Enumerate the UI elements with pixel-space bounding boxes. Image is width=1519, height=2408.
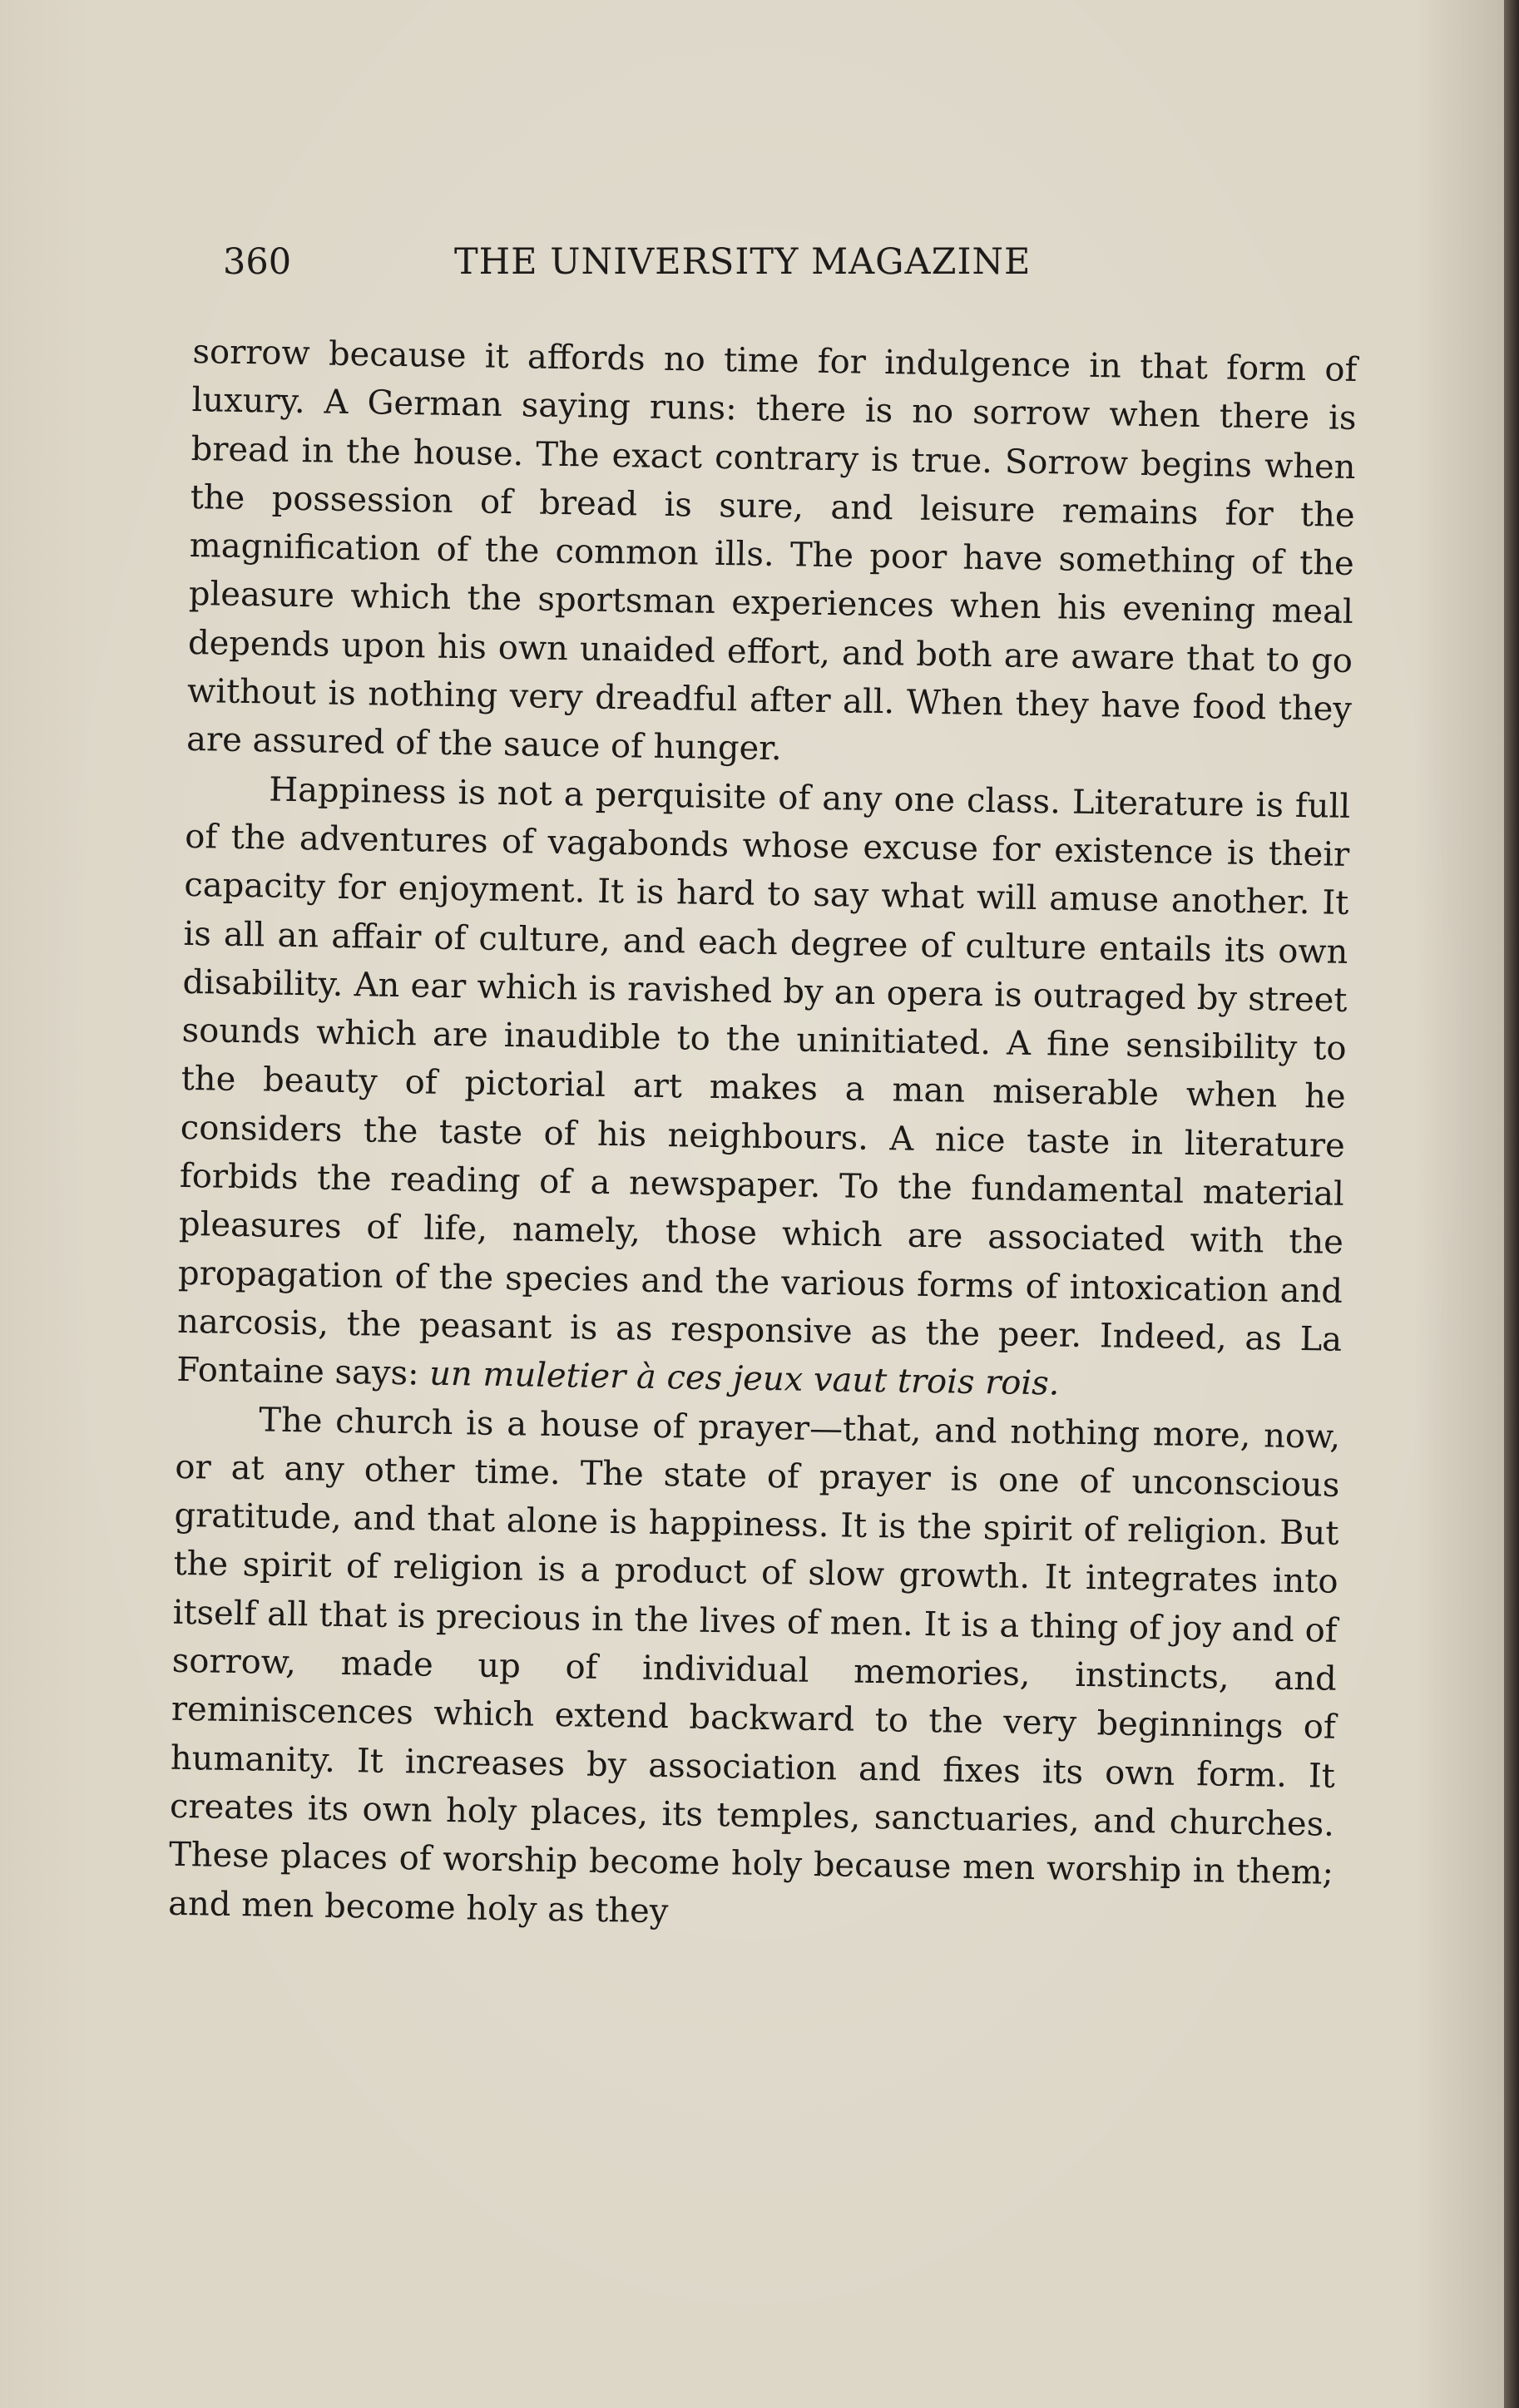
paragraph-1-text: sorrow because it affords no time for indulgence in that form of luxury. A German saying runs: there is no sorrow when there is bread in the house. The exact contrary is true. Sorrow begins when the possession of bread is sure, and leisure remains for the magnification of the common ills. The poor have something of the pleasure which the sportsman experiences when his evening meal depends upon his own unaided effort, and both are aware that to go without is nothing very dreadful after all. When they have food they are assured of the sauce of hunger. <box>186 332 1358 769</box>
paragraph-2-quotation: un muletier à ces jeux vaut trois rois. <box>428 1354 1060 1403</box>
page-header <box>223 241 1221 294</box>
paragraph-2-text: Happiness is not a perquisite of any one class. Literature is full of the adventures of vagabonds whose excuse for existence is their capacity for enjoyment. It is hard to say what will amuse another. It is all an affair of culture, and each degree of culture entails its own disability. An ear which is ravished by an opera is outraged by street sounds which are inaudible to the uninitiated. A fine sensibility to the beauty of pictorial art makes a man miserable when he considers the taste of his neighbours. A nice taste in literature forbids the reading of a newspaper. To the fundamental material pleasures of life, namely, those which are associated with the propagation of the species and the various forms of intoxication and narcosis, the peasant is as responsive as the peer. Indeed, as La Fontaine says: <box>176 770 1351 1393</box>
paragraph-2 <box>176 764 1351 1413</box>
running-title: THE UNIVERSITY MAGAZINE <box>454 241 1032 283</box>
book-spine-edge <box>1504 0 1519 2408</box>
page-number: 360 <box>223 241 292 283</box>
body-text <box>168 328 1358 1946</box>
paragraph-1 <box>186 328 1358 783</box>
paragraph-3-text: The church is a house of prayer—that, and nothing more, now, or at any other time. The state of prayer is one of unconscious gratitude, and that alone is happiness. It is the spirit of religion. But the spirit of religion is a product of slow growth. It integrates into itself all that is precious in the lives of men. It is a thing of joy and of sorrow, made up of individual memories, instincts, and reminiscences which extend backward to the very beginnings of humanity. It increases by association and fixes its own form. It creates its own holy places, its temples, sanctuaries, and churches. These places of worship become holy because men worship in them; and men become holy as they <box>167 1400 1341 1931</box>
paragraph-3 <box>168 1394 1341 1946</box>
